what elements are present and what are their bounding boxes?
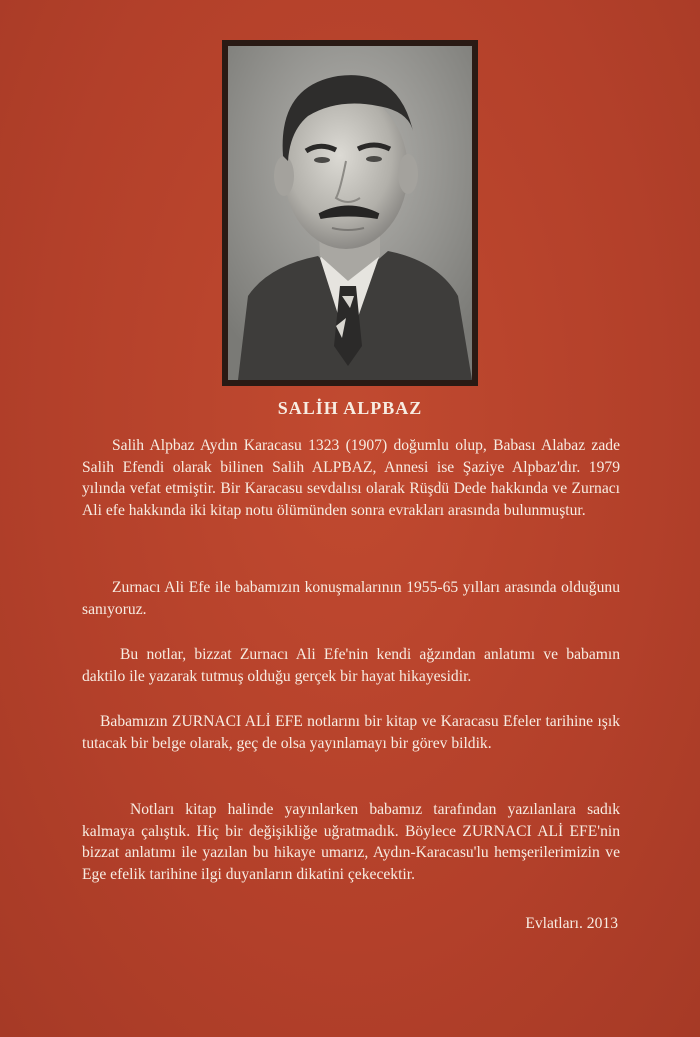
author-last-name: ALPBAZ xyxy=(343,398,423,418)
author-name xyxy=(0,398,700,419)
publication-paragraph: Babamızın ZURNACI ALİ EFE notlarını bir kitap ve Karacasu Efeler tarihine ışık tutacak bir belge olarak, geç de olsa yayınlamayı bir görev bildik. xyxy=(82,713,620,752)
author-first-name: SALİH xyxy=(277,398,339,418)
signature: Evlatları. 2013 xyxy=(525,915,618,932)
portrait-image xyxy=(228,46,472,380)
author-portrait xyxy=(228,46,472,380)
author-portrait-frame xyxy=(222,40,478,386)
conversation-paragraph: Zurnacı Ali Efe ile babamızın konuşmalarının 1955-65 yılları arasında olduğunu sanıyoruz. xyxy=(82,579,620,618)
closing-paragraph: Notları kitap halinde yayınlarken babamız tarafından yazılanlara sadık kalmaya çalıştık. Hiç bir değişikliğe uğratmadık. Böylece ZURNACI ALİ EFE'nin bizzat anlatımı ile yazılan bu hikaye umarız, Aydın-Karacasu'lu hemşerilerimizin ve Ege efelik tarihine ilgi duyanların dikatini çekecektir. xyxy=(82,801,620,883)
bio-paragraph: Salih Alpbaz Aydın Karacasu 1323 (1907) doğumlu olup, Babası Alabaz zade Salih Efendi olarak bilinen Salih ALPBAZ, Annesi ise Şaziye Alpbaz'dır. 1979 yılında vefat etmiştir. Bir Karacasu sevdalısı olarak Rüşdü Dede hakkında ve Zurnacı Ali efe hakkında iki kitap notu ölümünden sonra evrakları arasında bulunmuştur. xyxy=(82,437,620,519)
notes-paragraph: Bu notlar, bizzat Zurnacı Ali Efe'nin kendi ağzından anlatımı ve babamın daktilo ile yazarak tutmuş olduğu gerçek bir hayat hikayesidir. xyxy=(82,646,620,685)
